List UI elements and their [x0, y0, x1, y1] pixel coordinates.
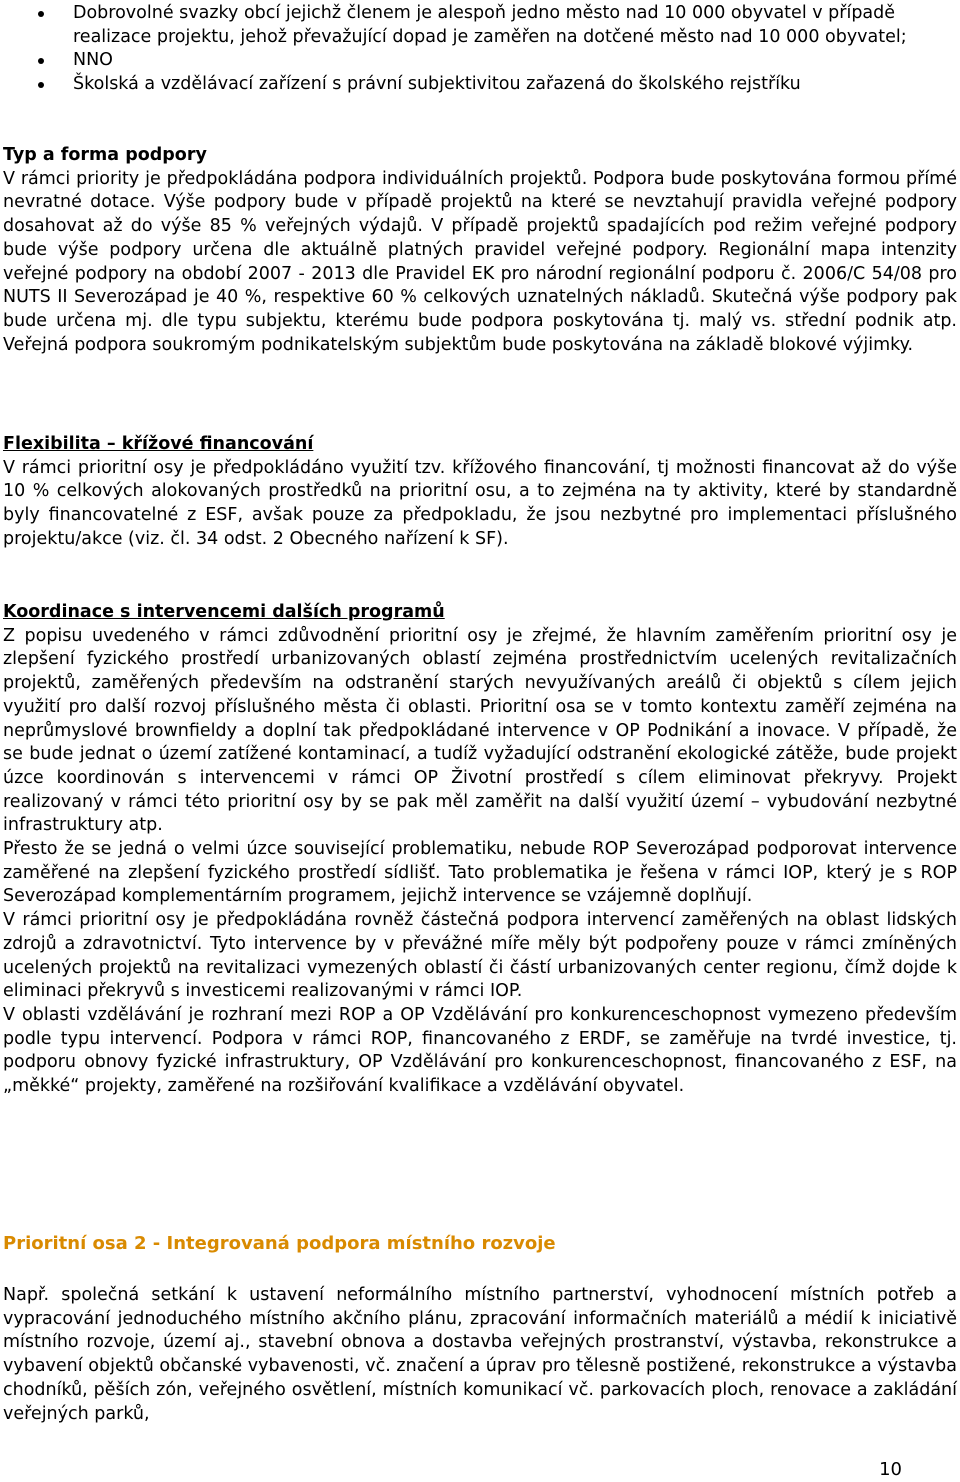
section-paragraph: V oblasti vzdělávání je rozhraní mezi ROP a OP Vzdělávání pro konkurenceschopnost vymezeno především podle typu intervencí. Podpora v rámci ROP, financovaného z ERDF, se zaměřuje na tvrdé investice, tj. podporu obnovy fyzické infrastruktury, OP Vzdělávání pro konkurenceschopnost, financovaného z ESF, na „měkké“ projekty, zaměřené na rozšiřování kvalifikace a vzdělávání obyvatel. — [3, 1004, 957, 1097]
section-koordinace — [3, 601, 957, 1099]
bullet-text: Školská a vzdělávací zařízení s právní subjektivitou zařazená do školského rejstříku — [73, 73, 801, 94]
section-text-flexibilita: V rámci prioritní osy je předpokládáno využití tzv. křížového financování, tj možnosti financovat až do výše 10 % celkových alokovaných prostředků na prioritní osu, a to zejména na ty aktivity, které by standardně byly financovatelné z ESF, avšak pouze za předpokladu, že jsou nezbytné pro implementaci příslušného projektu/akce (viz. čl. 34 odst. 2 Obecného nařízení k SF). — [3, 457, 957, 549]
section-heading-koordinace: Koordinace s intervencemi dalších programů — [3, 602, 445, 622]
bullet-icon — [38, 82, 44, 88]
bullet-item — [3, 49, 957, 73]
bullet-icon — [38, 58, 44, 64]
section-osa2-text-block — [3, 1284, 957, 1426]
bullet-item — [3, 2, 957, 49]
section-paragraph: Z popisu uvedeného v rámci zdůvodnění prioritní osy je zřejmé, že hlavním zaměřením prioritní osy je zlepšení fyzického prostředí urbanizovaných oblastí zejména prostřednictvím ucelených revitalizačních projektů, zaměřených především na odstranění starých nevyužívaných areálů či objektů s cílem jejich využití pro další rozvoj příslušného města či oblasti. Prioritní osa se v tomto kontextu zaměří zejména na neprůmyslové brownfieldy a doplní tak předpokládané intervence v OP Podnikání a inovace. V případě, že se bude jednat o území zatížené kontaminací, a tudíž vyžadující odstranění ekologické zátěže, bude projekt úzce koordinován s intervencemi v rámci OP Životní prostředí s cílem eliminovat překryvy. Projekt realizovaný v rámci této prioritní osy by se pak měl zaměřit na další využití území – vybudování nezbytné infrastruktury atp. — [3, 625, 957, 836]
bullet-icon — [38, 11, 44, 17]
bullet-text: NNO — [73, 50, 113, 70]
bullet-list — [3, 2, 957, 96]
section-heading-typ: Typ a forma podpory — [3, 145, 207, 165]
section-flexibilita — [3, 433, 957, 552]
section-text-typ: V rámci priority je předpokládána podpora individuálních projektů. Podpora bude poskytována formou přímé nevratné dotace. Výše podpory bude v případě projektů na které se nevztahují pravidla veřejné podpory dosahovat až do výše 85 % veřejných výdajů. V případě projektů spadajících pod režim veřejné podpory bude výše podpory určena dle aktuálně platných pravidel veřejné podpory. Regionální mapa intenzity veřejné podpory na období 2007 - 2013 dle Pravidel EK pro národní regionální podporu č. 2006/C 54/08 pro NUTS II Severozápad je 40 %, respektive 60 % celkových uznatelných nákladů. Skutečná výše podpory pak bude určena mj. dle typu subjektu, kterému bude podpora poskytována tj. malý vs. střední podnik atp. Veřejná podpora soukromým podnikatelským subjektům bude poskytována na základě blokové výjimky. — [3, 168, 957, 355]
section-heading-flexibilita: Flexibilita – křížové financování — [3, 434, 314, 454]
section-text-osa2: Např. společná setkání k ustavení neformálního místního partnerství, vyhodnocení místních potřeb a vypracování jednoduchého místního akčního plánu, zpracování informačních materiálů a médií k iniciativě místního rozvoje, území aj., stavební obnova a dostavba veřejných prostranství, výstavba, rekonstrukce a vybavení objektů občanské vybavenosti, vč. značení a úprav pro tělesně postižené, rekonstrukce a výstavba chodníků, pěších zón, veřejného osvětlení, místních komunikací vč. parkovacích ploch, renovace a zakládání veřejných parků, — [3, 1285, 957, 1424]
bullet-item — [3, 73, 957, 97]
section-paragraph: Přesto že se jedná o velmi úzce související problematiku, nebude ROP Severozápad podporovat intervence zaměřené na zlepšení fyzického prostředí sídlišť. Tato problematika je řešena v rámci IOP, který je s ROP Severozápad komplementárním programem, jejichž intervence se vzájemně doplňují. — [3, 839, 957, 907]
section-paragraph: V rámci prioritní osy je předpokládána rovněž částečná podpora intervencí zaměřených na oblast lidských zdrojů a zdravotnictví. Tyto intervence by v převážné míře měly být podpořeny pouze v rámci zmíněných ucelených projektů na revitalizaci vymezených oblastí či částí urbanizovaných center regionu, čímž dojde k eliminaci překryvů s investicemi realizovanými v rámci IOP. — [3, 910, 957, 1002]
section-prioritni-osa-2 — [3, 1232, 957, 1256]
page-number: 10 — [879, 1459, 902, 1480]
bullet-text: Dobrovolné svazky obcí jejichž členem je alespoň jedno město nad 10 000 obyvatel v případě realizace projektu, jehož převažující dopad je zaměřen na dotčené město nad 10 000 obyvatel; — [73, 3, 907, 47]
section-typ-a-forma — [3, 144, 957, 357]
section-heading-prioritni-osa-2: Prioritní osa 2 - Integrovaná podpora místního rozvoje — [3, 1233, 556, 1254]
